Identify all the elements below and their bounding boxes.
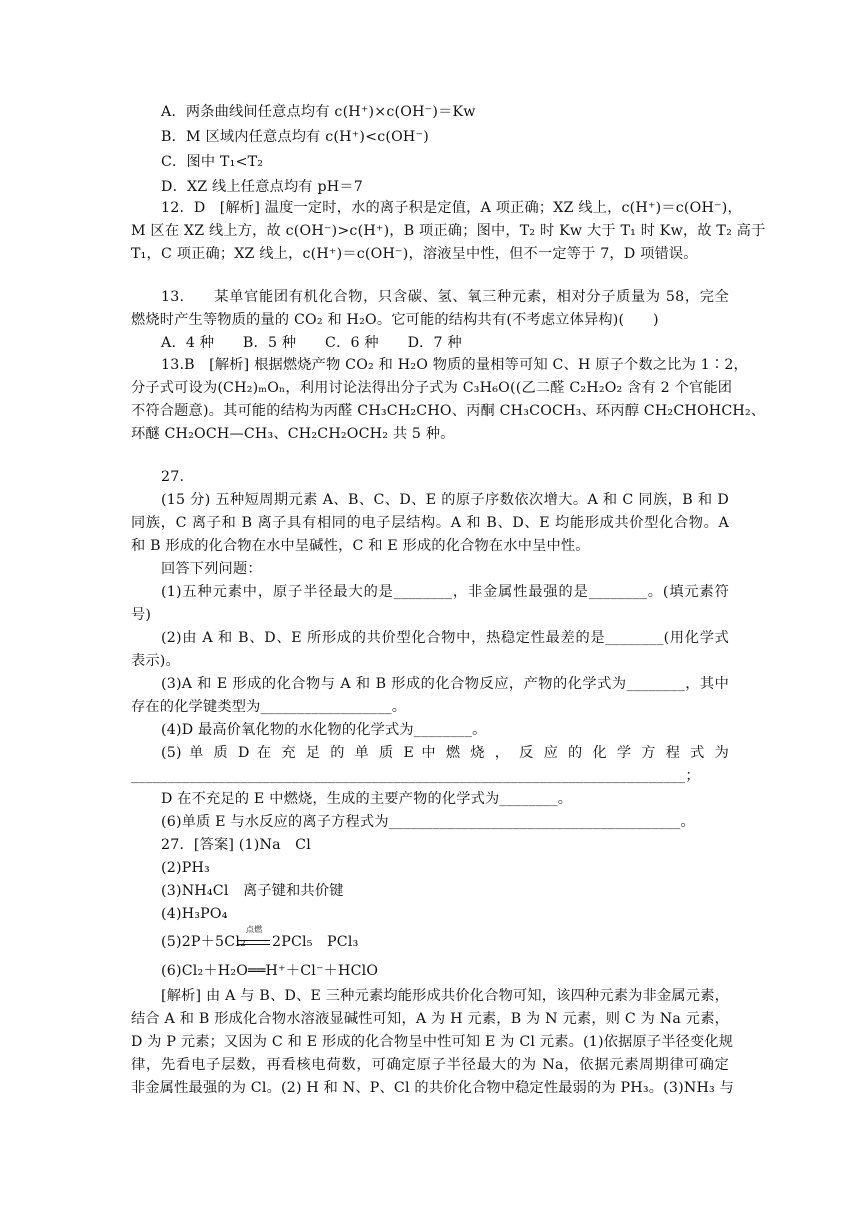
q11-option-d: D．XZ 线上任意点均有 pH＝7 (161, 179, 363, 195)
q27-answer-4: (4)H₃PO₄ (161, 906, 228, 922)
q27-part-5-line-1: (5) 单 质 D 在 充 足 的 单 质 E 中 燃 烧 ， 反 应 的 化 学 方 程 式 为 (161, 745, 729, 761)
q27-answer-3: (3)NH₄Cl 离子键和共价键 (161, 883, 344, 899)
q13-answer-line-2: 分子式可设为(CH₂)ₘOₙ，利用讨论法得出分子式为 C₃H₆O((乙二醛 C₂H₂O₂ 含有 2 个官能团 (131, 380, 733, 396)
q27-stem-line-2: 同族，C 离子和 B 离子具有相同的电子层结构。A 和 B、D、E 均能形成共价型化合物。A (131, 515, 729, 531)
reaction-double-line (238, 940, 270, 945)
q27-stem-line-3: 和 B 形成的化合物在水中呈碱性，C 和 E 形成的化合物在水中呈中性。 (131, 538, 590, 554)
q27-answer-2: (2)PH₃ (161, 860, 210, 876)
q13-stem-line-1: 13. 某单官能团有机化合物，只含碳、氢、氧三种元素，相对分子质量为 58，完全 (161, 289, 729, 305)
q27-part-1-line-2: 号) (131, 607, 152, 623)
q27-number: 27. (161, 469, 185, 485)
q27-explanation-line-2: 结合 A 和 B 形成化合物水溶液显碱性可知，A 为 H 元素，B 为 N 元素，则 C 为 Na 元素， (131, 1011, 729, 1027)
q11-option-c: C．图中 T₁<T₂ (161, 154, 264, 170)
q27-part-5-line-3: D 在不充足的 E 中燃烧，生成的主要产物的化学式为________。 (161, 791, 573, 807)
q13-answer-line-1: 13.B [解析] 根据燃烧产物 CO₂ 和 H₂O 物质的量相等可知 C、H 原子个数之比为 1∶2， (161, 357, 748, 373)
q27-explanation-line-5: 非金属性最强的为 Cl。(2) H 和 N、P、Cl 的共价化合物中稳定性最弱的为 PH₃。(3)NH₃ 与 (131, 1080, 735, 1096)
q13-stem-line-2: 燃烧时产生等物质的量的 CO₂ 和 H₂O。它可能的结构共有(不考虑立体异构)( ) (131, 312, 659, 328)
q27-answer-6: (6)Cl₂＋H₂O══H⁺＋Cl⁻＋HClO (161, 963, 379, 979)
q27-part-2-line-2: 表示)。 (131, 653, 180, 669)
q27-explanation-line-4: 律，先看电子层数，再看核电荷数，可确定原子半径最大的为 Na，依据元素周期律可确定 (131, 1057, 729, 1073)
q12-answer-line-2: M 区在 XZ 线上方，故 c(OH⁻)>c(H⁺)，B 项正确；图中，T₂ 时 Kw 大于 T₁ 时 Kw，故 T₂ 高于 (131, 223, 766, 239)
q27-part-3-line-1: (3)A 和 E 形成的化合物与 A 和 B 形成的化合物反应，产物的化学式为________，其中 (161, 676, 729, 692)
q13-answer-line-3: 不符合题意)。其可能的结构为丙醛 CH₃CH₂CHO、丙酮 CH₃COCH₃、环丙醇 CH₂CHOHCH₂、 (131, 403, 766, 419)
q27-answer-5-right: 2PCl₅ PCl₃ (272, 934, 359, 950)
q27-explanation-line-3: D 为 P 元素；又因为 C 和 E 形成的化合物呈中性可知 E 为 Cl 元素。(1)依据原子半径变化规 (131, 1034, 734, 1050)
q11-option-a: A．两条曲线间任意点均有 c(H⁺)×c(OH⁻)＝Kw (161, 104, 476, 120)
q27-part-5-line-2: ____________________________________________________________________________； (131, 768, 700, 784)
q13-answer-line-4: 环醚 CH₂OCH—CH₃、CH₂CH₂OCH₂ 共 5 种。 (131, 426, 455, 442)
q27-part-6: (6)单质 E 与水反应的离子方程式为________________________________________。 (161, 814, 695, 830)
q27-explanation-line-1: [解析] 由 A 与 B、D、E 三种元素均能形成共价化合物可知，该四种元素为非金属元素， (161, 988, 729, 1004)
q13-options: A．4 种 B．5 种 C．6 种 D．7 种 (161, 335, 462, 351)
q12-answer-line-3: T₁，C 项正确；XZ 线上，c(H⁺)＝c(OH⁻)，溶液呈中性，但不一定等于 7，D 项错误。 (131, 246, 698, 262)
q27-part-1-line-1: (1)五种元素中，原子半径最大的是________，非金属性最强的是________。(填元素符 (161, 584, 729, 600)
q27-part-4: (4)D 最高价氧化物的水化物的化学式为________。 (161, 722, 487, 738)
reaction-condition: 点燃 (246, 925, 263, 934)
q27-answer-1: 27．[答案] (1)Na Cl (161, 837, 311, 853)
q27-part-3-line-2: 存在的化学键类型为__________________。 (131, 699, 407, 715)
q27-prompt: 回答下列问题： (161, 561, 262, 577)
q12-answer-line-1: 12．D [解析] 温度一定时，水的离子积是定值，A 项正确；XZ 线上，c(H⁺)＝c(OH⁻)， (161, 200, 742, 216)
q27-answer-5-left: (5)2P＋5Cl₂ (161, 934, 246, 950)
q11-option-b: B．M 区域内任意点均有 c(H⁺)<c(OH⁻) (161, 129, 429, 145)
q27-stem-line-1: (15 分) 五种短周期元素 A、B、C、D、E 的原子序数依次增大。A 和 C 同族，B 和 D (161, 492, 729, 508)
q27-part-2-line-1: (2)由 A 和 B、D、E 所形成的共价型化合物中，热稳定性最差的是________(用化学式 (161, 630, 729, 646)
